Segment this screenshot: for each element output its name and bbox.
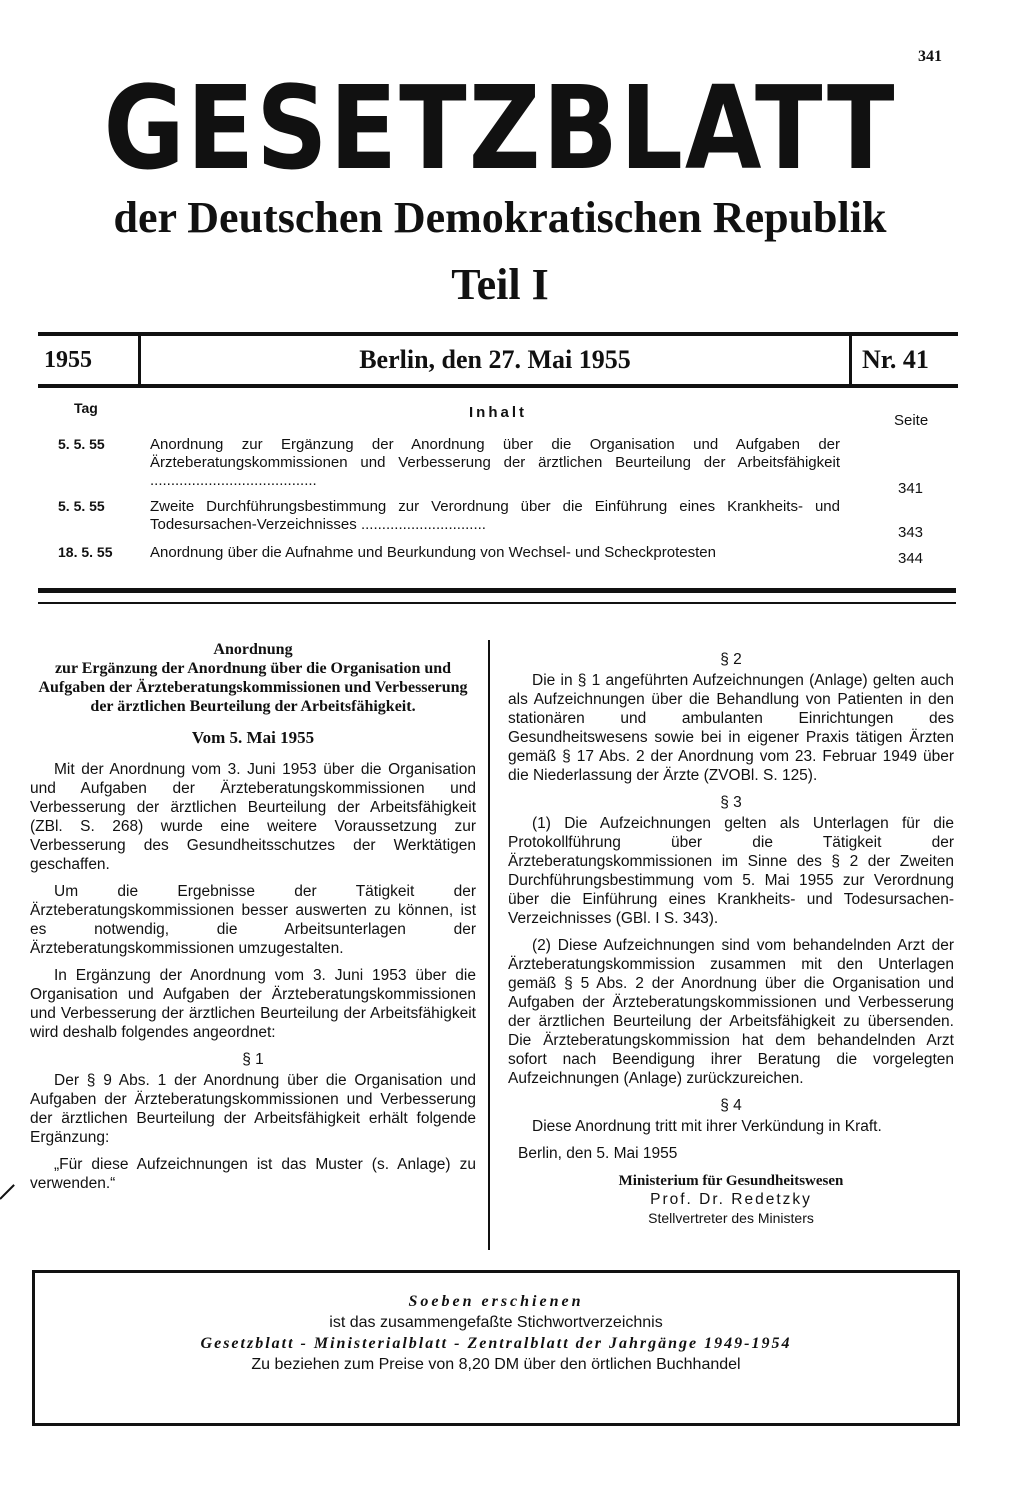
notice-price: Zu beziehen zum Preise von 8,20 DM über den örtlichen Buchhandel xyxy=(251,1356,741,1373)
section-heading: § 2 xyxy=(720,651,742,668)
quote: „Für diese Aufzeichnungen ist das Muster (s. Anlage) zu verwenden.“ xyxy=(30,1156,476,1192)
section-heading: § 3 xyxy=(720,794,742,811)
signer-name: Prof. Dr. Redetzky xyxy=(650,1191,812,1208)
masthead-subtitle: der Deutschen Demokratischen Republik xyxy=(113,193,887,242)
section-heading: § 4 xyxy=(720,1097,742,1114)
paragraph: Mit der Anordnung vom 3. Juni 1953 über die Organisation und Aufgaben der Ärzteberatungskommissionen und Verbesserung der ärztlichen Beurteilung der Arbeitsfähigkeit (ZBl. S. 268) wurde eine weitere Voraussetzung zur Verbesserung des Gesundheitsschutzes der Werktätigen geschaffen. xyxy=(30,761,476,873)
toc-entry-title: Anordnung über die Aufnahme und Beurkundung von Wechsel- und Scheckprotesten xyxy=(150,544,716,561)
toc-entry-page: 344 xyxy=(898,550,924,567)
issue-bar xyxy=(38,332,958,388)
ordinance-date: Vom 5. Mai 1955 xyxy=(191,728,315,747)
notice-line: ist das zusammengefaßte Stichwortverzeichnis xyxy=(329,1314,663,1331)
paragraph: (2) Diese Aufzeichnungen sind vom behandelnden Arzt der Ärzteberatungskommission zusammen mit den Unterlagen gemäß § 5 Abs. 2 der Anordnung über die Organisation und Aufgaben der Ärzteberatungskommissionen und Verbesserung der ärztlichen Beurteilung der Arbeitsfähigkeit zu übersenden. Die Ärzteberatungskommission hat dem behandelnden Arzt sofort nach Beendigung ihrer Beratung die vorgelegten Aufzeichnungen (Anlage) zurückzureichen. xyxy=(508,937,954,1087)
paragraph: (1) Die Aufzeichnungen gelten als Unterlagen für die Protokollführung über die Tätigkeit der Ärzteberatungskommissionen im Sinne des § 2 der Zweiten Durchführungsbestimmung vom 5. Mai 1955 zur Verordnung über die Einführung eines Krankheits- und Todesursachen-Verzeichnisses (GBl. I S. 343). xyxy=(508,815,954,927)
toc-entry-title: Zweite Durchführungsbestimmung zur Verordnung über die Einführung eines Krankheits- und Todesursachen-Verzeichnisses .............................. xyxy=(150,498,840,533)
toc-entry-title: Anordnung zur Ergänzung der Anordnung über die Organisation und Aufgaben der Ärzteberatungskommissionen und Verbesserung der ärztlichen Beurteilung der Arbeitsfähigkeit ........................................ xyxy=(150,436,840,489)
signing-place-date: Berlin, den 5. Mai 1955 xyxy=(518,1145,678,1162)
toc-entry-page: 343 xyxy=(898,524,924,541)
ordinance-heading: Anordnung xyxy=(213,641,293,658)
toc-entry-date: 18. 5. 55 xyxy=(58,544,113,560)
paragraph: Der § 9 Abs. 1 der Anordnung über die Organisation und Aufgaben der Ärzteberatungskommissionen und Verbesserung der ärztlichen Beurteilung der Arbeitsfähigkeit erhält folgende Ergänzung: xyxy=(30,1072,476,1146)
toc-entry-page: 341 xyxy=(898,480,924,497)
signature-block xyxy=(508,1173,954,1228)
notice-publication: Gesetzblatt - Ministerialblatt - Zentralblatt der Jahrgänge 1949-1954 xyxy=(200,1335,792,1352)
ordinance-subheading: zur Ergänzung der Anordnung über die Organisation und Aufgaben der Ärzteberatungskommissionen und Verbesserung der ärztlichen Beurteilung der Arbeitsfähigkeit. xyxy=(38,660,468,715)
ministry-name: Ministerium für Gesundheitswesen xyxy=(618,1173,844,1189)
ordinance-title xyxy=(30,640,476,716)
signer-role: Stellvertreter des Ministers xyxy=(648,1210,814,1226)
toc-entry-date: 5. 5. 55 xyxy=(58,436,105,452)
page-number: 341 xyxy=(918,48,942,65)
notice-headline: Soeben erschienen xyxy=(408,1293,584,1310)
issue-date: Berlin, den 27. Mai 1955 xyxy=(359,345,631,374)
toc-col-page: Seite xyxy=(894,412,929,429)
part-label: Teil I xyxy=(451,260,549,309)
paragraph: Diese Anordnung tritt mit ihrer Verkündung in Kraft. xyxy=(532,1118,882,1135)
margin-mark xyxy=(0,1184,15,1200)
right-column xyxy=(508,640,954,1228)
notice-box xyxy=(32,1270,960,1426)
toc-divider xyxy=(38,588,956,604)
masthead-title: GESETZBLATT xyxy=(103,60,897,196)
paragraph: Die in § 1 angeführten Aufzeichnungen (Anlage) gelten auch als Aufzeichnungen über die Behandlung von Patienten in den stationären und ambulanten Einrichtungen des Gesundheitswesens sowie bei in eigener Praxis tätigen Ärzten gemäß § 17 Abs. 2 der Anordnung vom 23. Februar 1949 über die Niederlassung der Ärzte (ZVOBl. S. 125). xyxy=(508,672,954,784)
paragraph: In Ergänzung der Anordnung vom 3. Juni 1953 über die Organisation und Aufgaben der Ärzteberatungskommissionen und Verbesserung der ärztlichen Beurteilung der Arbeitsfähigkeit wird deshalb folgendes angeordnet: xyxy=(30,967,476,1041)
issue-year: 1955 xyxy=(44,346,92,373)
toc-col-tag: Tag xyxy=(74,400,98,416)
column-divider xyxy=(488,640,490,1250)
issue-number: Nr. 41 xyxy=(862,345,929,374)
section-heading: § 1 xyxy=(242,1051,264,1068)
left-column xyxy=(30,640,476,1201)
toc-entry-date: 5. 5. 55 xyxy=(58,498,105,514)
paragraph: Um die Ergebnisse der Tätigkeit der Ärzteberatungskommissionen besser auswerten zu können, ist es notwendig, die Arbeitsunterlagen der Ärzteberatungskommissionen umzugestalten. xyxy=(30,883,476,957)
toc-col-content: Inhalt xyxy=(469,404,527,421)
